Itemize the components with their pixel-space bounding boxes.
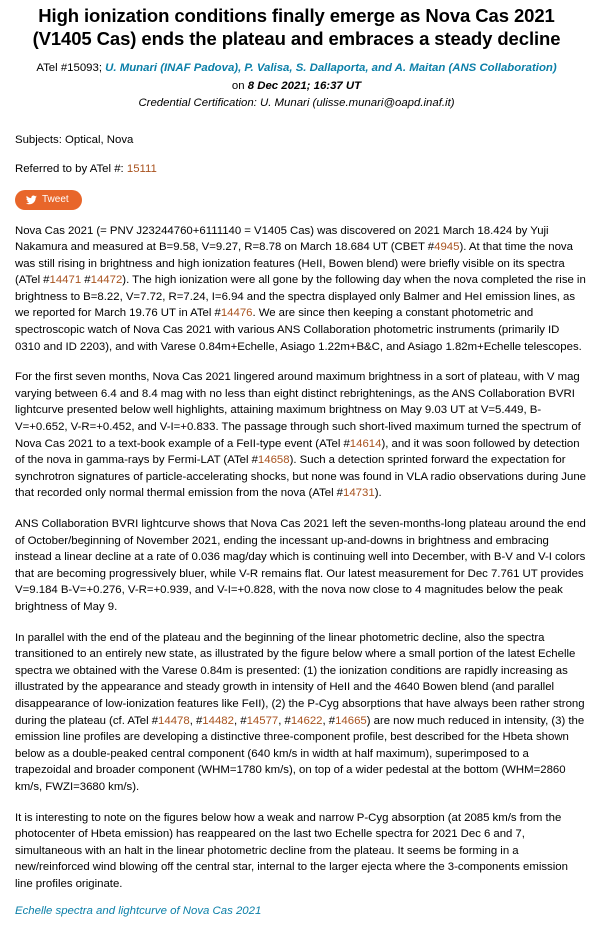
atel-link[interactable]: 14622 — [290, 714, 323, 727]
text: , # — [278, 714, 291, 727]
atel-link[interactable]: 14476 — [220, 307, 253, 320]
atel-link[interactable]: 14614 — [349, 437, 382, 450]
page-title: High ionization conditions finally emerge as Nova Cas 2021 (V1405 Cas) ends the plateau and embraces a steady decline — [32, 5, 561, 49]
text: , # — [189, 714, 203, 727]
cbet-link[interactable]: 4945 — [434, 241, 460, 254]
text: , # — [322, 714, 336, 727]
credential-certification: Credential Certification: U. Munari (ulisse.munari@oapd.inaf.it) — [138, 97, 455, 109]
text: . We are since then keeping a constant photometric and spectroscopic watch of Nova Cas 2021 with various ANS Collaboration photometric instruments (primarily ID 0310 and ID 2203), and with Varese 0.84m+Echelle, Asiago 1.22m+B&C, and Asiago 1.82m+Echelle telescopes. — [15, 307, 582, 353]
post-date: 8 Dec 2021; 16:37 UT — [247, 79, 362, 92]
header-meta — [15, 60, 588, 113]
atel-link[interactable]: 14471 — [49, 274, 82, 287]
figure-caption-link[interactable]: Echelle spectra and lightcurve of Nova Cas 2021 — [15, 905, 262, 918]
text: Nova Cas 2021 (= PNV J23244760+6111140 = V1405 Cas) was discovered on 2021 March 18.424 by Yuji Nakamura and measured at B=9.58, V=9.27, R=8.78 on March 18.684 UT (CBET # — [15, 224, 549, 254]
atel-page — [0, 4, 588, 917]
atel-link[interactable]: 14482 — [202, 714, 234, 727]
text: ). The high ionization were all gone by the following day when the nova completed the rise in brightness to B=8.22, V=7.72, R=7.24, I=6.94 and the spectra displayed only Balmer and HeI emission lines, as we reported for March 19.76 UT in ATel # — [15, 274, 586, 320]
referred-line — [15, 161, 588, 177]
atel-link[interactable]: 14658 — [257, 454, 290, 467]
text: ). At that time the nova was still rising in brightness and high ionization features (HeII, Bowen blend) were briefly visible on its spectra (ATel # — [15, 241, 573, 287]
text: ) are now much reduced in intensity, (3) the emission line profiles are developing a distinctive three-component profile, best described for the Hbeta shown below as a double-peaked central component (640 km/s in width at half maximum), superimposed to a trapezoidal and broader component (WHM=1780 km/s), on top of a wider pedestal at the bottom (WHM=2860 km/s, FWZI=3680 km/s). — [15, 714, 585, 793]
tweet-button[interactable] — [15, 190, 82, 210]
atel-link[interactable]: 14478 — [158, 714, 190, 727]
text: ). — [374, 487, 382, 500]
tweet-label: Tweet — [42, 194, 69, 205]
date-line — [15, 78, 578, 96]
paragraph-lightcurve: ANS Collaboration BVRI lightcurve shows that Nova Cas 2021 left the seven-months-long plateau around the end of October/beginning of November 2021, ending the incessant up-and-downs in brightness and embracing instead a linear decline at a rate of 0.036 mag/day which is continuing well into December, with B-V and V-I colors that are becoming progressively bluer, while V-R remains flat. Our latest measurement for Dec 7.761 UT provides V=9.184 B-V=+0.276, V-R=+0.939, and V-I=+0.828, with the nova now close to 4 magnitudes below the peak brightness of May 9. — [15, 518, 586, 613]
byline — [15, 60, 578, 78]
text: ), and it was soon followed by detection of the nova in gamma-rays by Fermi-LAT (ATel # — [15, 437, 580, 467]
atel-link[interactable]: 14472 — [90, 274, 123, 287]
authors-link[interactable]: U. Munari (INAF Padova), P. Valisa, S. Dallaporta, and A. Maitan (ANS Collaboration) — [105, 62, 557, 74]
referred-label: Referred to by ATel #: — [15, 162, 124, 175]
paragraph-spectra — [15, 630, 588, 796]
on-word: on — [231, 79, 245, 92]
paragraph-pcyg: It is interesting to note on the figures below how a weak and narrow P-Cyg absorption (at 2085 km/s from the photocenter of Hbeta emission) has reappeared on the last two Echelle spectra for 2021 Dec 6 and 7, simultaneous with an halt in the linear photometric decline from the plateau. It seems be forming in a new/reinforced wind blowing off the central star, internal to the larger ejecta where the 3-components emission line profiles originate. — [15, 811, 568, 890]
atel-link[interactable]: 14665 — [335, 714, 367, 727]
paragraph-plateau — [15, 369, 588, 502]
twitter-bird-icon — [26, 195, 37, 205]
text: # — [81, 274, 91, 287]
referred-atel-link[interactable]: 15111 — [126, 162, 157, 175]
text: For the first seven months, Nova Cas 2021 lingered around maximum brightness in a sort of plateau, with V mag varying between 6.4 and 8.4 mag with no less than eight distinct rebrightenings, as the ANS Collaboration BVRI lightcurve presented below well highlights, attaining maximum brightness on May 9.03 UT at V=5.449, B-V=+0.652, V-R=+0.452, and V-I=+0.833. The passage through such short-lived maximum turned the spectrum of Nova Cas 2021 to a text-book example of a FeII-type event (ATel # — [15, 371, 581, 450]
text: , # — [233, 714, 247, 727]
atel-number: ATel #15093; — [36, 62, 102, 74]
paragraph-discovery — [15, 223, 588, 356]
subjects-line: Subjects: Optical, Nova — [15, 133, 134, 146]
text: ). Such a detection sprinted forward the expectation for synchrotron signatures of particle-accelerating shocks, but none was found in VLA radio observations during June that recorded only normal thermal emission from the nova (ATel # — [15, 454, 586, 500]
atel-link[interactable]: 14577 — [246, 714, 279, 727]
atel-link[interactable]: 14731 — [343, 487, 375, 500]
text: In parallel with the end of the plateau and the beginning of the linear photometric decline, also the spectra transitioned to an entirely new state, as illustrated by the figure below where a small portion of the latest Echelle spectra we obtained with the Varese 0.84m is presented: (1) the ionization conditions are rapidly increasing as illustrated by the appearance and steady growth in intensity of HeII and the 4640 Bowen blend (and parallel disappearance of low-ionization features like FeII), (2) the P-Cyg absorptions that have always been rather strong during the plateau (cf. ATel # — [15, 631, 585, 727]
